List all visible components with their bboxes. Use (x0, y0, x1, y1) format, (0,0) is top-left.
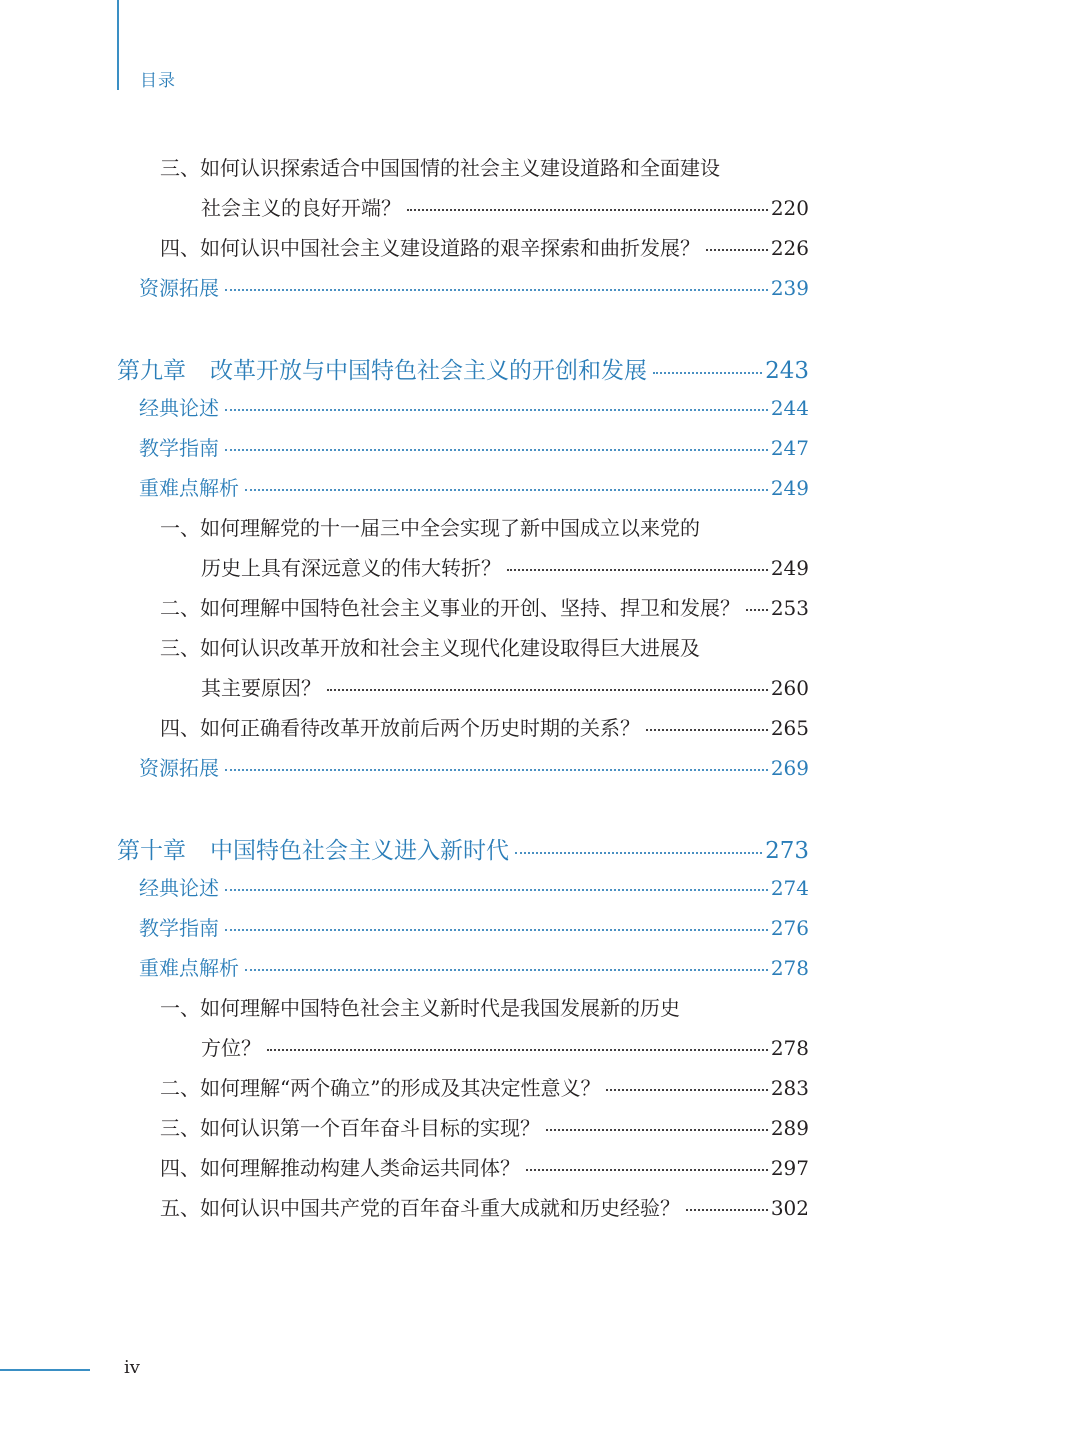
toc-entry-title: 社会主义的良好开端？ (201, 196, 401, 220)
chapter-number: 第十章 (117, 838, 186, 864)
chapter-title: 中国特色社会主义进入新时代 (210, 838, 509, 864)
dot-leader (225, 889, 768, 891)
dot-leader (225, 289, 768, 291)
toc-chapter-entry[interactable] (117, 832, 809, 865)
dot-leader (225, 449, 768, 451)
toc-section-entry[interactable] (139, 272, 809, 301)
toc-entry[interactable] (201, 552, 809, 581)
toc-entry-title: 一、如何理解党的十一届三中全会实现了新中国成立以来党的 (160, 516, 700, 540)
toc-entry-title: 教学指南 (139, 916, 219, 940)
dot-leader (245, 969, 768, 971)
toc-page-number: 244 (770, 396, 809, 420)
dot-leader (515, 852, 762, 854)
toc-page-number: 297 (770, 1156, 809, 1180)
dot-leader (507, 569, 768, 571)
toc-question-line[interactable] (160, 632, 809, 661)
toc-section-entry[interactable] (139, 432, 809, 461)
toc-section-entry[interactable] (139, 752, 809, 781)
toc-page-number: 278 (770, 956, 809, 980)
toc-section-entry[interactable] (139, 392, 809, 421)
running-header: 目录 (140, 71, 176, 91)
toc-chapter-entry[interactable] (117, 352, 809, 385)
toc-section-entry[interactable] (139, 872, 809, 901)
toc-page-number: 249 (770, 556, 809, 580)
toc-page-number: 265 (770, 716, 809, 740)
toc-page-number: 276 (770, 916, 809, 940)
toc-entry-title: 四、如何正确看待改革开放前后两个历史时期的关系？ (160, 716, 640, 740)
toc-entry-title: 重难点解析 (139, 476, 239, 500)
toc-entry-title: 三、如何认识探索适合中国国情的社会主义建设道路和全面建设 (160, 156, 720, 180)
toc-entry-title: 资源拓展 (139, 756, 219, 780)
toc-page-number: 249 (770, 476, 809, 500)
toc-entry[interactable] (160, 232, 809, 261)
toc-entry-title: 经典论述 (139, 396, 219, 420)
toc-entry-title: 一、如何理解中国特色社会主义新时代是我国发展新的历史 (160, 996, 680, 1020)
toc-page-number: 302 (770, 1196, 809, 1220)
toc-page-number: 247 (770, 436, 809, 460)
toc-page-number: 289 (770, 1116, 809, 1140)
dot-leader (267, 1049, 768, 1051)
dot-leader (225, 929, 768, 931)
footer-page-number: iv (124, 1357, 140, 1378)
toc-page-number: 278 (770, 1036, 809, 1060)
chapter-title: 改革开放与中国特色社会主义的开创和发展 (210, 358, 647, 384)
dot-leader (686, 1209, 768, 1211)
toc-page-number: 253 (770, 596, 809, 620)
toc-entry-title: 四、如何认识中国社会主义建设道路的艰辛探索和曲折发展？ (160, 236, 700, 260)
toc-entry[interactable] (160, 1072, 809, 1101)
toc-entry-title: 四、如何理解推动构建人类命运共同体？ (160, 1156, 520, 1180)
footer-rule (0, 1369, 90, 1371)
dot-leader (245, 489, 768, 491)
toc-entry[interactable] (201, 192, 809, 221)
toc-entry-title: 二、如何理解“两个确立”的形成及其决定性意义？ (160, 1076, 601, 1100)
dot-leader (646, 729, 768, 731)
toc-entry-title: 重难点解析 (139, 956, 239, 980)
dot-leader (327, 689, 768, 691)
dot-leader (407, 209, 768, 211)
dot-leader (746, 609, 768, 611)
toc-entry-title: 方位？ (201, 1036, 261, 1060)
dot-leader (225, 769, 768, 771)
toc-page-number: 243 (765, 358, 809, 384)
toc-entry[interactable] (201, 672, 809, 701)
dot-leader (526, 1169, 768, 1171)
toc-entry-title: 其主要原因？ (201, 676, 321, 700)
toc-question-line[interactable] (160, 992, 809, 1021)
toc-section-entry[interactable] (139, 952, 809, 981)
toc-page-number: 239 (770, 276, 809, 300)
toc-page-number: 273 (765, 838, 809, 864)
toc-page-number: 274 (770, 876, 809, 900)
toc-entry-title: 三、如何认识第一个百年奋斗目标的实现？ (160, 1116, 540, 1140)
toc-page-number: 220 (770, 196, 809, 220)
toc-entry[interactable] (160, 1112, 809, 1141)
chapter-number: 第九章 (117, 358, 186, 384)
dot-leader (225, 409, 768, 411)
dot-leader (606, 1089, 767, 1091)
toc-entry-title: 教学指南 (139, 436, 219, 460)
toc-entry-title: 二、如何理解中国特色社会主义事业的开创、坚持、捍卫和发展？ (160, 596, 740, 620)
toc-entry[interactable] (160, 1192, 809, 1221)
toc-entry-title: 资源拓展 (139, 276, 219, 300)
toc-page-number: 226 (770, 236, 809, 260)
toc-section-entry[interactable] (139, 912, 809, 941)
dot-leader (653, 372, 762, 374)
toc-page-number: 269 (770, 756, 809, 780)
toc-entry[interactable] (160, 592, 809, 621)
toc-entry[interactable] (160, 1152, 809, 1181)
toc-page-number: 283 (770, 1076, 809, 1100)
dot-leader (706, 249, 768, 251)
toc-entry-title: 经典论述 (139, 876, 219, 900)
toc-entry[interactable] (160, 712, 809, 741)
toc-question-line[interactable] (160, 152, 809, 181)
dot-leader (546, 1129, 768, 1131)
toc-entry-title: 五、如何认识中国共产党的百年奋斗重大成就和历史经验？ (160, 1196, 680, 1220)
toc-section-entry[interactable] (139, 472, 809, 501)
toc-page-number: 260 (770, 676, 809, 700)
toc-entry[interactable] (201, 1032, 809, 1061)
header-rule (117, 0, 119, 90)
toc-question-line[interactable] (160, 512, 809, 541)
toc-entry-title: 历史上具有深远意义的伟大转折？ (201, 556, 501, 580)
toc-entry-title: 三、如何认识改革开放和社会主义现代化建设取得巨大进展及 (160, 636, 700, 660)
